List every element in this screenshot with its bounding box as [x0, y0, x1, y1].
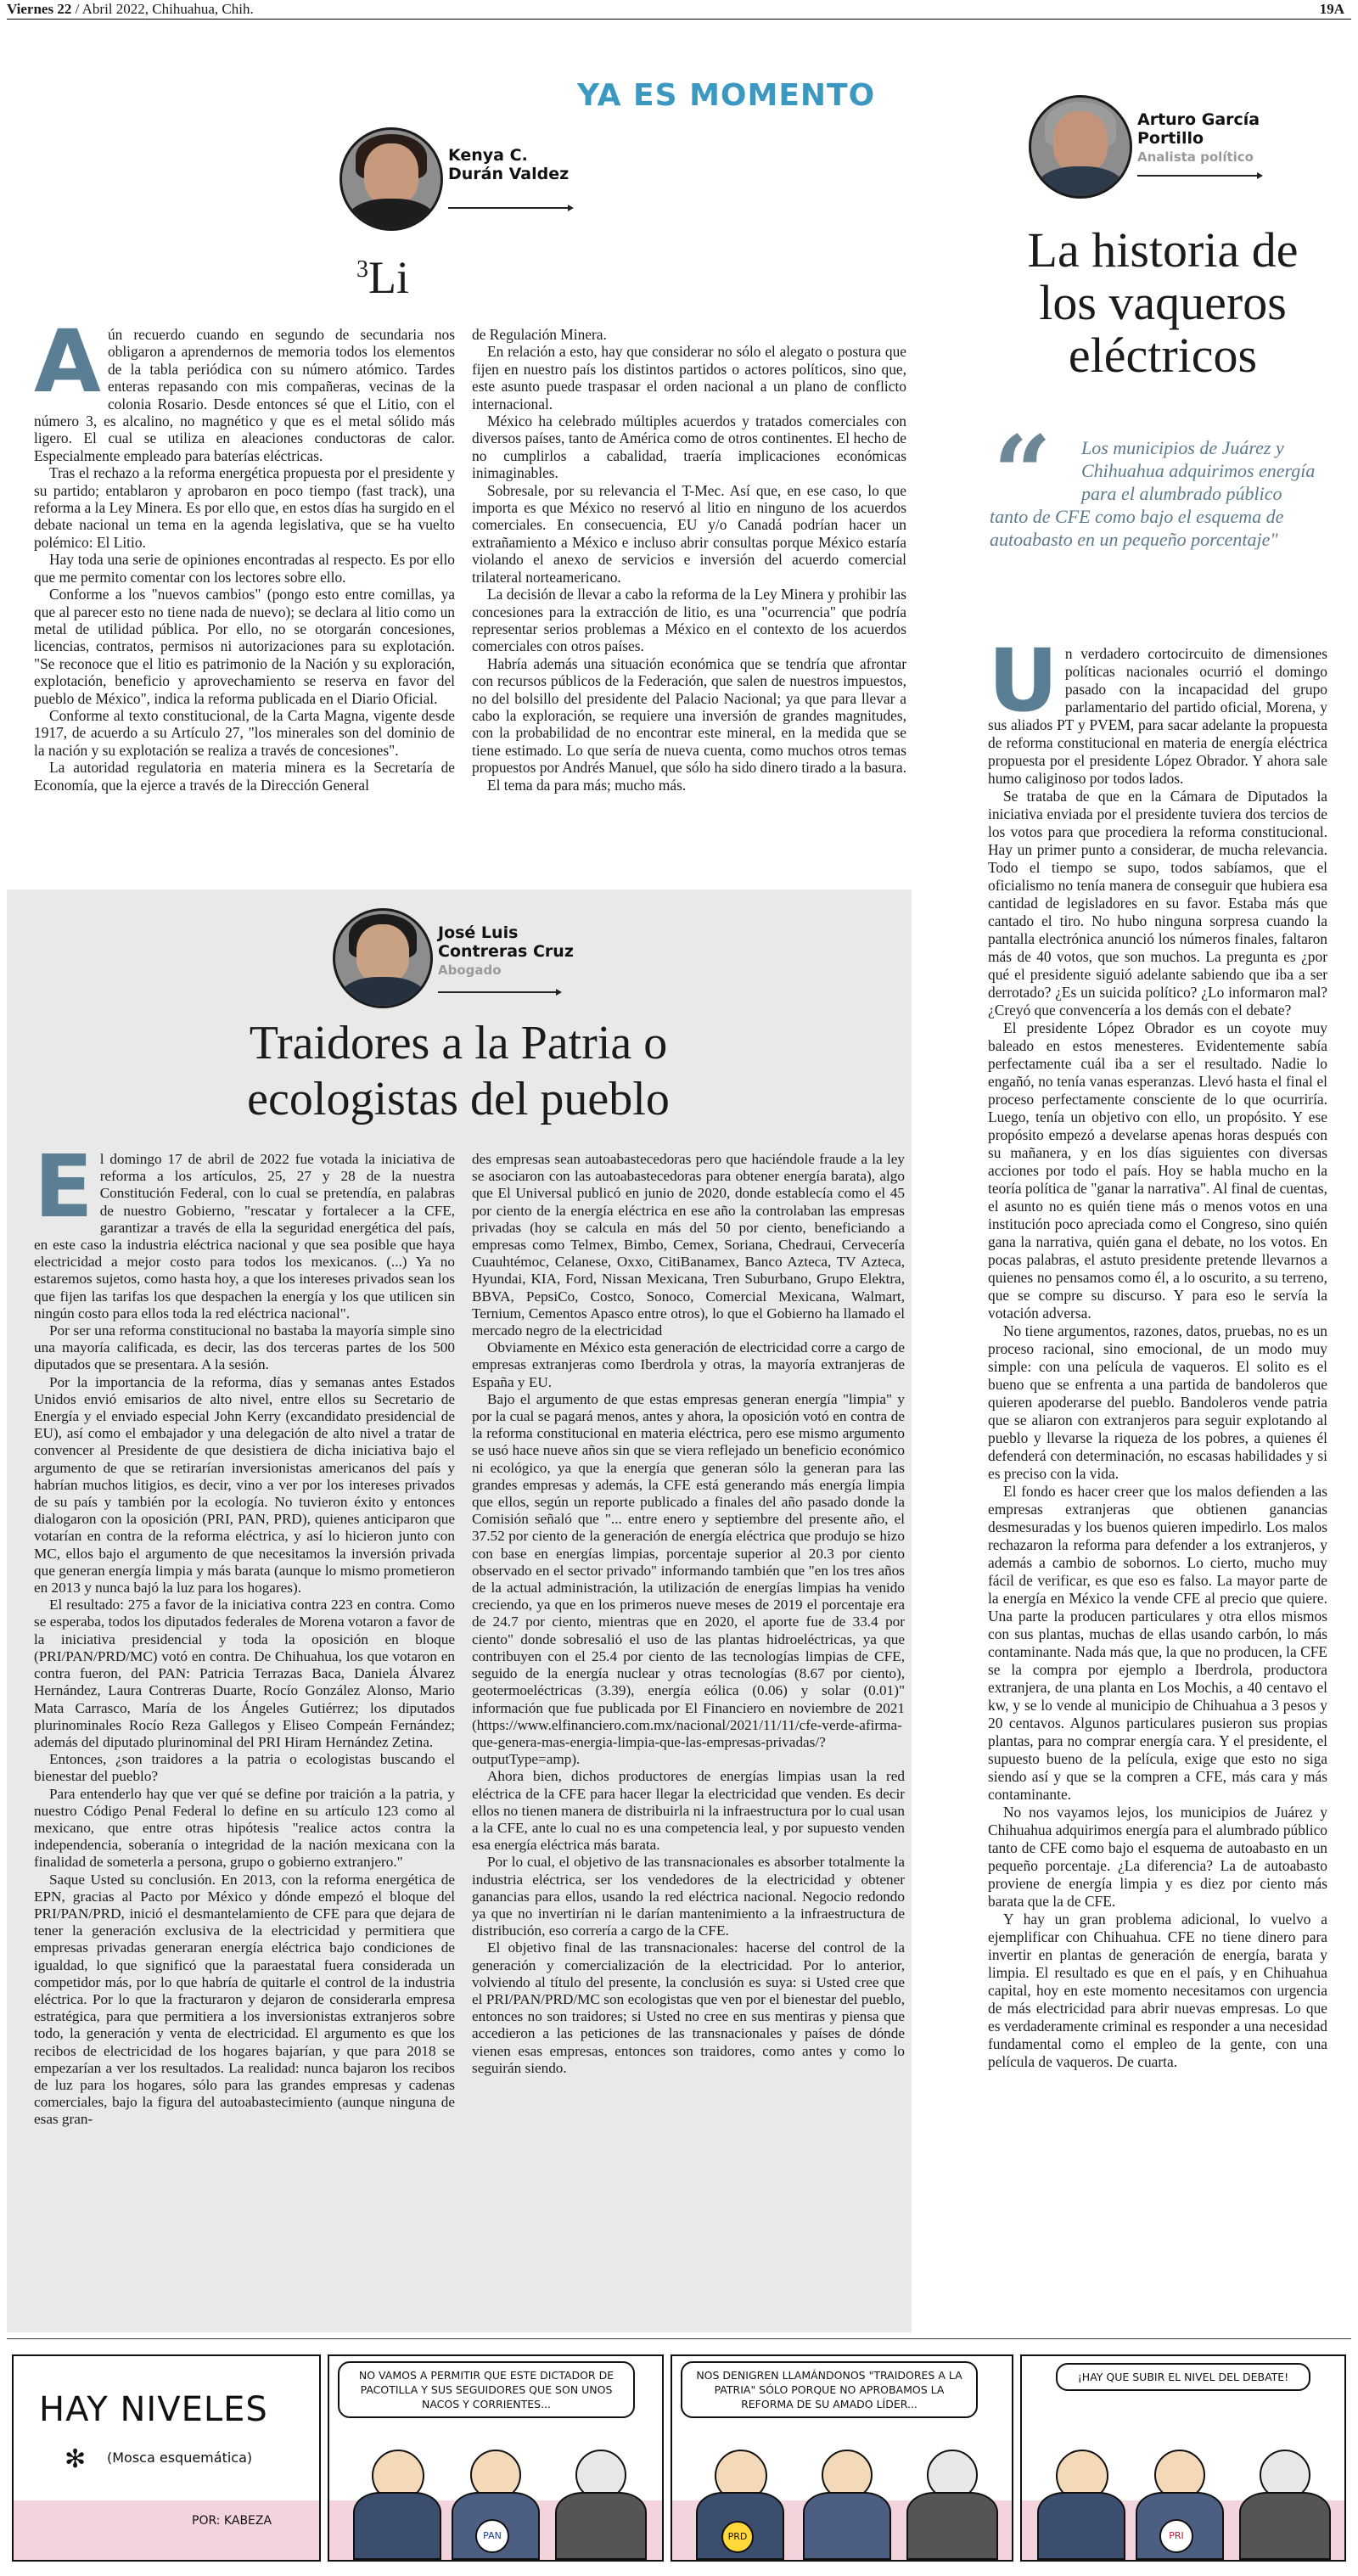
- politician-figure: [689, 2433, 791, 2560]
- drop-cap-u: U: [988, 631, 1058, 732]
- article2-column2: des empresas sean autoabastecedoras pero que haciéndole fraude a la ley se asociaron con las autoabastecedoras para obtener energía barata), algo que El Universal publicó en junio de 2020, donde establecía como el 45 por ciento de la energía eléctrica en ese año la controlaban las empresas privadas (hoy se calcula en más del 50 por ciento, beneficiando a empresas como Telmex, Bimbo, Cemex, Soriana, Chedraui, Cervecería Cuauhtémoc, Celanese, Oxxo, CitiBanamex, Banco Azteca, TV Azteca, Hyundai, KIA, Ford, Nissan Mexicana, Tren Suburbano, Grupo Elektra, BBVA, PepsiCo, Costco, Sonoco, Comercial Mexicana, Walmart, Ternium, Cementos Apasco entre otros), lo que el Gobierno ha llamado el mercado negro de la electricidad Obviamente en México esta generación de electricidad corre a cargo de empresas extranjeras como Iberdrola y otras, la mayoría extranjeras de España y EU. Bajo el argumento de que estas empresas generan energía "limpia" y por la cual se pagará menos, antes y ahora, la oposición votó en contra de la reforma constitucional en materia eléctrica, pero ese mismo argumento se usó hace nueve años sin que se viera reflejado un beneficio económico ni ecológico, ya que la energía que generan sólo la generan para las grandes empresas y además, la CFE está generando más energía limpia que ellos, según un reporte publicado a finales del año pasado donde la Comisión señaló que "... entre enero y septiembre del presente año, el 37.52 por ciento de la generación de energía eléctrica que produjo se hizo con base en energías limpias, porcentaje superior al 20.3 por ciento observado en el sector privado" informando también que "en los tres años de la actual administración, la utilización de energías limpias ha venido creciendo, ya que en los primeros nueve meses de 2019 el porcentaje era de 24.7 por ciento, mientras que en 2020, el aporte fue de 33.4 por ciento" donde sobresalió el uso de las plantas hidroeléctricas, ya que contribuyen con el 25.4 por ciento de las tecnologías limpias de CFE, seguido de la energía nuclear y otras tecnologías (8.67 por ciento), geotermoeléctricas (3.39), energía eólica (0.06) y solar (0.01)" información que fue publicada por El Financiero en noviembre de 2021 (https://www.elfinanciero.com.mx/nacional/2021/11/11/cfe-verde-afirma-que-genera-mas-energia-limpia-que-las-empresas-privadas/?outputType=amp). Ahora bien, dichos productores de energías limpias usan la red eléctrica de la CFE para hacer llegar la electricidad que venden. Es decir ellos no tienen manera de distribuirla ni la infraestructura por lo cual usan a la CFE, ante lo cual no es una competencia leal, y por supuesto venden esa energía eléctrica más barata. Por lo cual, el objetivo de las transnacionales es absorber totalmente la industria eléctrica, ser los vendedores de la electricidad y obtener ganancias para ellos, usando la red eléctrica nacional. Negocio redondo ya que no invertirían ni le darían mantenimiento a la infraestructura de distribución, eso correría a cargo de la CFE. El objetivo final de las transnacionales: hacerse del control de la generación y comercialización de la electricidad. Por lo anterior, volviendo al título del presente, la conclusión es suya: si Usted cree que el PRI/PAN/PRD/MC son ecologistas que ven por el bienestar del pueblo, entonces no son traidores; si Usted no cree en sus mentiras y piensa que accedieron a las peticiones de las transnacionales y países de dónde vienen esas empresas, entonces son traidores, como antes y como lo seguirán siendo.: [472, 1151, 905, 2076]
- article-title-li: $^3$Li: [356, 252, 409, 303]
- speech-bubble-1: NO VAMOS A PERMITIR QUE ESTE DICTADOR DE PACOTILLA Y SUS SEGUIDORES QUE SON UNOS NACOS Y CORRIENTES...: [338, 2361, 635, 2418]
- cartoon-title: HAY NIVELES: [39, 2390, 268, 2429]
- author-name-kenya: Kenya C. Durán Valdez: [448, 146, 570, 183]
- cartoon-subtitle: (Mosca esquemática): [107, 2450, 253, 2466]
- drop-cap-e: E: [34, 1136, 93, 1237]
- cartoon-signature: POR: KABEZA: [192, 2514, 272, 2528]
- author-role: Analista político: [1137, 149, 1254, 165]
- header-day: Viernes 22: [7, 1, 72, 17]
- author-rule: [448, 207, 569, 209]
- politician-figure: [1234, 2433, 1336, 2560]
- pull-quote: Los municipios de Juárez y Chihuahua adquirimos energía para el alumbrado público tanto de CFE como bajo el esquema de autoabasto en un pequeño porcentaje": [990, 437, 1316, 550]
- politician-figure: [1132, 2433, 1226, 2560]
- page-header: Viernes 22 / Abril 2022, Chihuahua, Chih. 19A: [7, 0, 1351, 20]
- author-name-jose-luis: José Luis Contreras Cruz Abogado: [438, 923, 574, 978]
- drop-cap-a: A: [34, 311, 101, 412]
- politician-figure: [346, 2433, 448, 2560]
- author-photo-jose-luis: [333, 908, 433, 1008]
- speech-bubble-3: ¡HAY QUE SUBIR EL NIVEL DEL DEBATE!: [1056, 2363, 1310, 2391]
- article1-column2: de Regulación Minera. En relación a esto, hay que considerar no sólo el alegato o postura que fijen en nuestro país los distintos partidos o actores políticos, sino que, este asunto puede traspasar el orden nacional a un plano de conflicto internacional. México ha celebrado múltiples acuerdos y tratados comerciales con diversos países, tanto de América como de otros continentes. El hecho de no cumplirlos a cabalidad, traería implicaciones económicas inimaginables. Sobresale, por su relevancia el T-Mec. Así que, en ese caso, lo que importa es que México no reservó al litio en ninguno de los acuerdos comerciales. En consecuencia, EU y/o Canadá podrían hacer un extrañamiento a México e incluso abrir consultas porque México estaría violando el anexo de servicios e inversión del acuerdo comercial trilateral norteamericano. La decisión de llevar a cabo la reforma de la Ley Minera y prohibir las concesiones para la extracción de litio, es una "ocurrencia" que podría representar serios problemas a México en el contexto de los acuerdos comerciales con otros países. Habría además una situación económica que se tendría que afrontar con recursos públicos de la Federación, que salen de nuestros impuestos, no del bolsillo del presidente del Palacio Nacional; ya que para llevar a cabo la exploración, se requiere una inversión de grandes magnitudes, con la probabilidad de no encontrar este mineral, en la medida que se tiene estimado. Lo que sería de nueva cuenta, como muchos otros temas propuestos por Andrés Manuel, que sólo ha sido dinero tirado a la basura. El tema da para más; mucho más.: [472, 326, 906, 794]
- cartoon-panel-title: [12, 2354, 321, 2562]
- article1-column1: A ún recuerdo cuando en segundo de secundaria nos obligaron a aprendernos de memoria todos los elementos de la tabla periódica con su número atómico. Tardes enteras repasando con mis compañeras, vecinas de la colonia Rosario. Desde entonces sé que el Litio, con el número 3, es alcalino, no magnético y que es el metal sólido más ligero. El cual se utiliza en aleaciones conductoras de calor. Especialmente empleado para baterías eléctricas. Tras el rechazo a la reforma energética propuesta por el presidente y su partido; entablaron y aprobaron en poco tiempo (fast track), una reforma a la Ley Minera. Es por ello que, en estos días ha surgido en el debate nacional un tema en la agenda legislativa, que se ha vuelto polémico: El Litio. Hay toda una serie de opiniones encontradas al respecto. Es por ello que me permito comentar con los lectores sobre ello. Conforme a los "nuevos cambios" (pongo esto entre comillas, ya que al parecer esto no tiene nada de nuevo); se declara al litio como un metal de utilidad pública. Por ello, no se otorgarán concesiones, licencias, contratos, permisos ni autorizaciones para su explotación. "Se reconoce que el litio es patrimonio de la Nación y su exploración, explotación, beneficio y aprovechamiento se reserva en favor del pueblo de México", indica la reforma publicada en el Diario Oficial. Conforme al texto constitucional, de la Carta Magna, vigente desde 1917, de acuerdo a su Artículo 27, "los minerales son del dominio de la nación y su explotación se realiza a través de concesiones". La autoridad regulatoria en materia minera es la Secretaría de Economía, que la ejerce a través de la Dirección General: [34, 311, 455, 794]
- cartoon-panel-3: [1020, 2354, 1346, 2562]
- politician-figure: [901, 2433, 1003, 2560]
- article-title-traidores: Traidores a la Patria o ecologistas del pueblo: [247, 1017, 670, 1125]
- cartoon-strip: [7, 2338, 1351, 2570]
- party-badge-pan: PAN: [475, 2519, 509, 2553]
- fly-icon: ✻: [65, 2444, 87, 2474]
- author-photo-arturo: [1029, 95, 1132, 199]
- author-rule: [438, 991, 557, 993]
- article2-column1: E l domingo 17 de abril de 2022 fue votada la iniciativa de reforma a los artículos, 25, 27 y 28 de la nuestra Constitución Federal, con lo cual se pretendía, en palabras de nuestro Gobierno, "rescatar y fortalecer a la CFE, garantizar a través de ella la seguridad energética del país, en este caso la industria eléctrica nacional y que sea posible que haya electricidad a mejor costo para todos los mexicanos. (...) Ya no estaremos sujetos, como hasta hoy, a que los intereses privados sean los que fijen las tarifas los que despachen la energía y los que utilicen sin ningún costo para ellos toda la red eléctrica nacional". Por ser una reforma constitucional no bastaba la mayoría simple sino una mayoría calificada, es decir, las dos terceras partes de los 500 diputados que se presentara. A la sesión. Por la importancia de la reforma, días y semanas antes Estados Unidos envió emisarios de alto nivel, entre ellos su Secretario de Energía y el enviado especial John Kerry (excandidato presidencial de EU), así como el embajador y una delegación de alto nivel a tratar de convencer al Presidente de que desistiera de dicha iniciativa bajo el argumento de que se retirarían inversionistas americanos del país y habrían muchos litigios, es decir, vino a ver por los intereses privados de su país y también por la ecología. No tuvieron éxito y entonces dialogaron con la oposición (PRI, PAN, PRD), quienes anticiparon que votarían en contra de la reforma eléctrica, y así lo hicieron junto con MC, ellos bajo el argumento de que necesitamos la inversión privada que generan energía limpia y más barata (aunque lo mismo prometieron en 2013 y nunca bajó la luz para los hogares). El resultado: 275 a favor de la iniciativa contra 223 en contra. Como se esperaba, todos los diputados federales de Morena votaron a favor de la iniciativa presidencial y toda la oposición en bloque (PRI/PAN/PRD/MC) votó en contra. De Chihuahua, los que votaron en contra fueron, del PAN: Patricia Terrazas Baca, Daniela Álvarez Hernández, Laura Contreras Duarte, Rocío González Alonso, Mario Mata Carrasco, María de los Ángeles Gutiérrez; los diputados plurinominales Rocío Reza Gallegos y Eliseo Compeán Fernández; además del diputado plurinominal del PRI Hiram Hernández Zetina. Entonces, ¿son traidores a la patria o ecologistas buscando el bienestar del pueblo? Para entenderlo hay que ver qué se define por traición a la patria, y nuestro Código Penal Federal lo define en su artículo 123 como al mexicano, que entre otras hipótesis "realice actos contra la independencia, soberanía o integridad de la nación mexicana con la finalidad de someterla a persona, grupo o gobierno extranjero." Saque Usted su conclusión. En 2013, con la reforma energética de EPN, gracias al Pacto por México y dónde empezó el bloque del PRI/PAN/PRD, inició el desmantelamiento de CFE para que dejara de tener la generación exclusiva de la electricidad y permitiera que empresas privadas generaran energía eléctrica bajo condiciones de igualdad, lo que significó que la paraestatal fuera considerada un competidor más, por lo que habría de quitarle el control de la industria eléctrica. Por lo que la fracturaron y dejaron de considerarla empresa estratégica, para que permitiera a los inversionistas extranjeros sobre todo, la generación y venta de electricidad. El argumento es que los recibos de electricidad de los hogares bajarían, y que para 2018 se empezarían a ver los resultados. La realidad: nunca bajaron los recibos de luz para los hogares, sólo para las grandes empresas y cadenas comerciales, bajo la figura del autoabastecimiento (aunque ninguna de esas gran-: [34, 1136, 455, 2128]
- author-rule: [1137, 175, 1258, 177]
- section-kicker: YA ES MOMENTO: [577, 78, 876, 113]
- author-photo-kenya: [340, 127, 443, 231]
- politician-figure: [1030, 2433, 1132, 2560]
- party-badge-prd: PRD: [721, 2521, 754, 2553]
- page-number: 19A: [1319, 1, 1344, 17]
- politician-figure: [448, 2433, 542, 2560]
- speech-bubble-2: NOS DENIGREN LLAMÁNDONOS "TRAIDORES A LA PATRIA" SÓLO PORQUE NO APROBAMOS LA REFORMA DE SU AMADO LÍDER...: [681, 2361, 978, 2418]
- article-title-vaqueros: La historia de los vaqueros eléctricos: [1027, 222, 1299, 383]
- politician-figure: [800, 2433, 893, 2560]
- quote-mark-icon: “: [993, 413, 1052, 533]
- header-date: Abril 2022, Chihuahua, Chih.: [81, 1, 254, 17]
- party-badge-pri: PRI: [1159, 2519, 1193, 2553]
- author-name-arturo: Arturo García Portillo Analista político: [1137, 110, 1260, 165]
- cartoon-panel-1: [328, 2354, 664, 2562]
- author-role: Abogado: [438, 962, 502, 978]
- title-superscript: 3: [356, 256, 368, 283]
- cartoon-panel-2: [671, 2354, 1013, 2562]
- article3-body: U n verdadero cortocircuito de dimensiones políticas nacionales ocurrió el domingo pasado con la incapacidad del grupo parlamentario del partido oficial, Morena, y sus aliados PT y PVEM, para sacar adelante la propuesta de reforma constitucional en materia de energía eléctrica propuesta por el presidente López Obrador. Y ahora sale humo caliginoso por todos lados. Se trataba de que en la Cámara de Diputados la iniciativa enviada por el presidente tuviera dos tercios de los votos para que procediera la reforma constitucional. Hay un primer punto a considerar, de mucha relevancia. Todo el tiempo se supo, todos sabíamos, que el oficialismo no tenía manera de conseguir que hubiera esa cantidad de legisladores en su favor. Estaba más que cantado el tiro. No hubo ninguna sorpresa cuando la pantalla electrónica anunció los números finales, faltaron más de 40 votos, que son muchos. La pregunta es ¿por qué el presidente siguió adelante sabiendo que iba a ser derrotado? ¿Es un suicida político? ¿Lo informaron mal? ¿Creyó que convencería a los demás con el debate? El presidente López Obrador es un coyote muy baleado en estos menesteres. Evidentemente sabía perfectamente cuál iba a ser el resultado. Nadie lo engañó, no tenía vanas esperanzas. Llevó hasta el final el proceso perfectamente consciente de lo que ocurriría. Luego, tenía un objetivo con ello, un propósito. Y ese propósito empezó a develarse apenas horas después con su mañanera, y en los días siguientes con diversas acciones por todo el país. Hoy se habla mucho en la teoría política de "ganar la narrativa". Al final de cuentas, el asunto no es quién tiene más o menos votos en una institución poco apreciada como el Congreso, sino quién gana la narrativa, quién gana el debate, no los votos. En pocas palabras, el astuto presidente pretende llevarnos a quienes no pensamos como él, a lo oscurito, a su terreno, que se compre su discurso. Y para eso le servía la votación adversa. No tiene argumentos, razones, datos, pruebas, no es un proceso racional, sino emocional, de un modo muy simple: con una película de vaqueros. El solito es el bueno que se enfrenta a una partida de bandoleros que quieren apoderarse del pueblo. Bandoleros vende patria que se aliaron con extranjeros para seguir explotando al pueblo y llevarse la riqueza de los pobres, a quienes él defenderá con determinación, no escasas habilidades y si es preciso con la vida. El fondo es hacer creer que los malos defienden a las empresas extranjeras que obtienen ganancias desmesuradas y los buenos quieren impedirlo. Los malos rechazaron la reforma para defender a los extranjeros, y además a cambio de sobornos. Lo cierto, mucho muy fácil de verificar, es que eso es falso. La mayor parte de la energía en México la vende CFE al precio que quiere. Una parte la producen particulares y otra ellos mismos con sus plantas, muchas de ellas usando carbón, lo más contaminante. Nada más que, la que no producen, la CFE se la compra por ejemplo a Iberdrola, productora extranjera, de una planta en Los Mochis, a 40 centavo el kw, y se lo vende al municipio de Chihuahua a 3 pesos y 20 centavos. Algunos particulares pusieron sus propias plantas, para no comprar energía cara. Y el presidente, el supuesto bueno de la película, exige que esto no siga siendo así y que se la compren a CFE, más cara y más contaminante. No nos vayamos lejos, los municipios de Juárez y Chihuahua adquirimos energía para el alumbrado público tanto de CFE como bajo el esquema de autoabasto en un pequeño porcentaje. ¿La diferencia? La de autoabasto proviene de energía limpia y es diez por ciento más barata que la de CFE. Y hay un gran problema adicional, lo vuelvo a ejemplificar con Chihuahua. CFE no tiene dinero para invertir en plantas de generación de energía, barata y limpia. El resultado es que en el país, y en Chihuahua capital, hoy en este momento necesitamos con urgencia de más electricidad para abrir nuevas empresas. Lo que es verdaderamente criminal es responder a una necesidad fundamental como el empleo de la gente, con una película de vaqueros. De cuarta.: [988, 631, 1328, 2070]
- politician-figure: [550, 2433, 652, 2560]
